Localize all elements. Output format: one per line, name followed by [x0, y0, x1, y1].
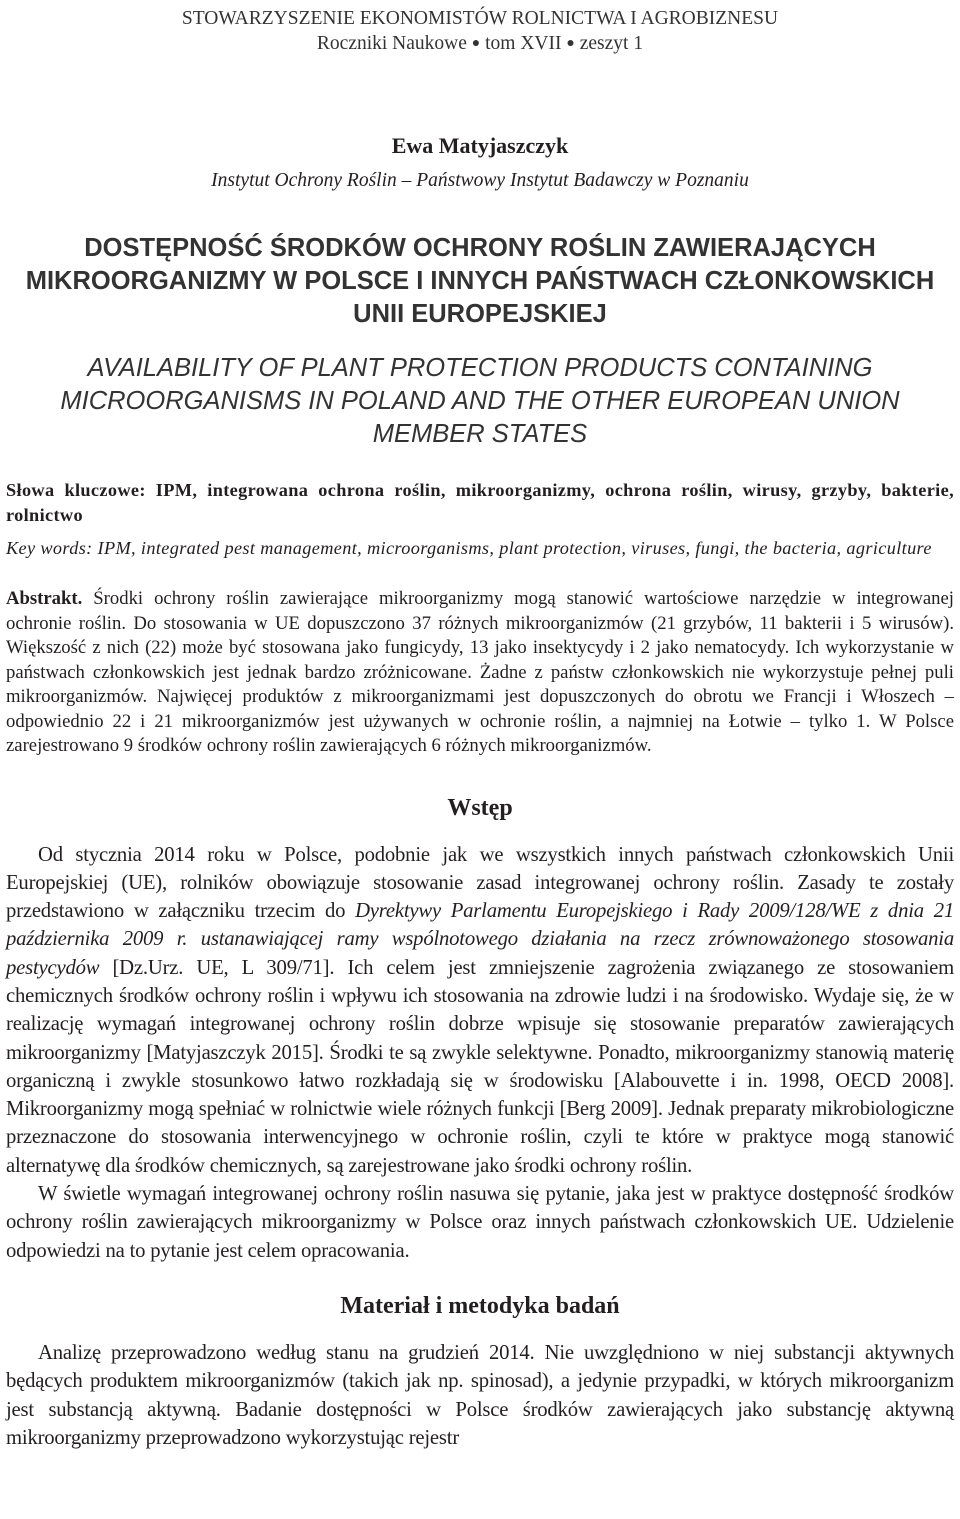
directive-citation: Dyrektywy Parlamentu Europejskiego i Rady 2009/128/WE z dnia 21 października 2009 r. ustanawiającej ramy wspólnotowego działania na rzecz zrównoważonego stosowania pestycydów [6, 900, 954, 979]
keywords-polish: Słowa kluczowe: IPM, integrowana ochrona roślin, mikroorganizmy, ochrona roślin, wirusy, grzyby, bakterie, rolnictwo [6, 480, 954, 525]
intro-paragraph-2: W świetle wymagań integrowanej ochrony roślin nasuwa się pytanie, jaka jest w praktyce dostępność środków ochrony roślin zawierających mikroorganizmy w Polsce oraz innych państwach członkowskich UE. Udzielenie odpowiedzi na to pytanie jest celem opracowania. [6, 1183, 954, 1262]
intro-paragraph-1 [6, 841, 954, 1181]
bullet-icon: ● [566, 36, 575, 51]
section-heading-intro: Wstęp [447, 794, 513, 821]
bullet-icon: ● [471, 36, 481, 51]
section-heading-methods: Materiał i metodyka badań [340, 1292, 620, 1319]
methods-paragraph-1: Analizę przeprowadzono według stanu na grudzień 2014. Nie uwzględniono w niej substancji aktywnych będących produktem mikroorganizmów (takich jak np. spinosad), a jedynie przypadki, w których mikroorganizm jest substancją aktywną. Badanie dostępności w Polsce środków zawierających jako substancję aktywną mikroorganizmy przeprowadzono wykorzystując rejestr [6, 1341, 954, 1449]
intro-p1-text-b: [Dz.Urz. UE, L 309/71]. Ich celem jest zmniejszenie zagrożenia związanego ze stosowaniem chemicznych środków ochrony roślin i wpływu ich stosowania na zdrowie ludzi i na środowisko. Wydaje się, że w realizację wymagań integrowanej ochrony roślin dobrze wpisuje się stosowanie preparatów zawierających mikroorganizmy [Matyjaszczyk 2015]. Środki te są zwykle selektywne. Ponadto, mikroorganizmy stanowią materię organiczną i zwykle stosunkowo łatwo rozkładają się w środowisku [Alabouvette i in. 1998, OECD 2008]. Mikroorganizmy mogą spełniać w rolnictwie wiele różnych funkcji [Berg 2009]. Jednak preparaty mikrobiologiczne przeznaczone do stosowania interwencyjnego w ochronie roślin, czyli te które w praktyce mogą stanowić alternatywę dla środków chemicznych, są zarejestrowane jako środki ochrony roślin. [6, 956, 954, 1177]
author-name: Ewa Matyjaszczyk [391, 133, 569, 158]
title-polish: DOSTĘPNOŚĆ ŚRODKÓW OCHRONY ROŚLIN ZAWIERAJĄCYCH MIKROORGANIZMY W POLSCE I INNYCH PAŃSTWACH CZŁONKOWSKICH UNII EUROPEJSKIEJ [25, 234, 935, 328]
journal-name: Roczniki Naukowe [316, 33, 467, 54]
abstract-label: Abstrakt. [6, 588, 83, 609]
author-affiliation: Instytut Ochrony Roślin – Państwowy Instytut Badawczy w Poznaniu [211, 170, 749, 191]
keywords-english: Key words: IPM, integrated pest management, microorganisms, plant protection, viruses, fungi, the bacteria, agriculture [6, 538, 932, 558]
title-english: AVAILABILITY OF PLANT PROTECTION PRODUCTS CONTAINING MICROORGANISMS IN POLAND AND THE OTHER EUROPEAN UNION MEMBER STATES [60, 354, 900, 448]
journal-issue-line [6, 31, 954, 56]
journal-society: STOWARZYSZENIE EKONOMISTÓW ROLNICTWA I AGROBIZNESU [181, 8, 779, 29]
abstract-text: Środki ochrony roślin zawierające mikroorganizmy mogą stanowić wartościowe narzędzie w integrowanej ochronie roślin. Do stosowania w UE dopuszczono 37 różnych mikroorganizmów (21 grzybów, 11 bakterii i 5 wirusów). Większość z nich (22) może być stosowana jako fungicydy, 13 jako insektycydy i 2 jako nematocydy. Ich wykorzystanie w państwach członkowskich jest jednak bardzo zróżnicowane. Żadne z państw członkowskich nie wykorzystuje pełnej puli mikroorganizmów. Najwięcej produktów z mikroorganizmami jest dopuszczonych do obrotu we Francji i Włoszech – odpowiednio 22 i 21 mikroorganizmów jest używanych w ochronie roślin, a najmniej na Łotwie – tylko 1. W Polsce zarejestrowano 9 środków ochrony roślin zawierających 6 różnych mikroorganizmów. [6, 588, 954, 756]
journal-volume: tom XVII [485, 33, 562, 54]
journal-issue: zeszyt 1 [579, 33, 644, 54]
abstract [6, 587, 954, 759]
intro-p1-text-a: Od stycznia 2014 roku w Polsce, podobnie jak we wszystkich innych państwach członkowskich Unii Europejskiej (UE), rolników obowiązuje stosowanie zasad integrowanej ochrony roślin. Zasady te zostały przedstawiono w załączniku trzecim do [6, 843, 954, 923]
